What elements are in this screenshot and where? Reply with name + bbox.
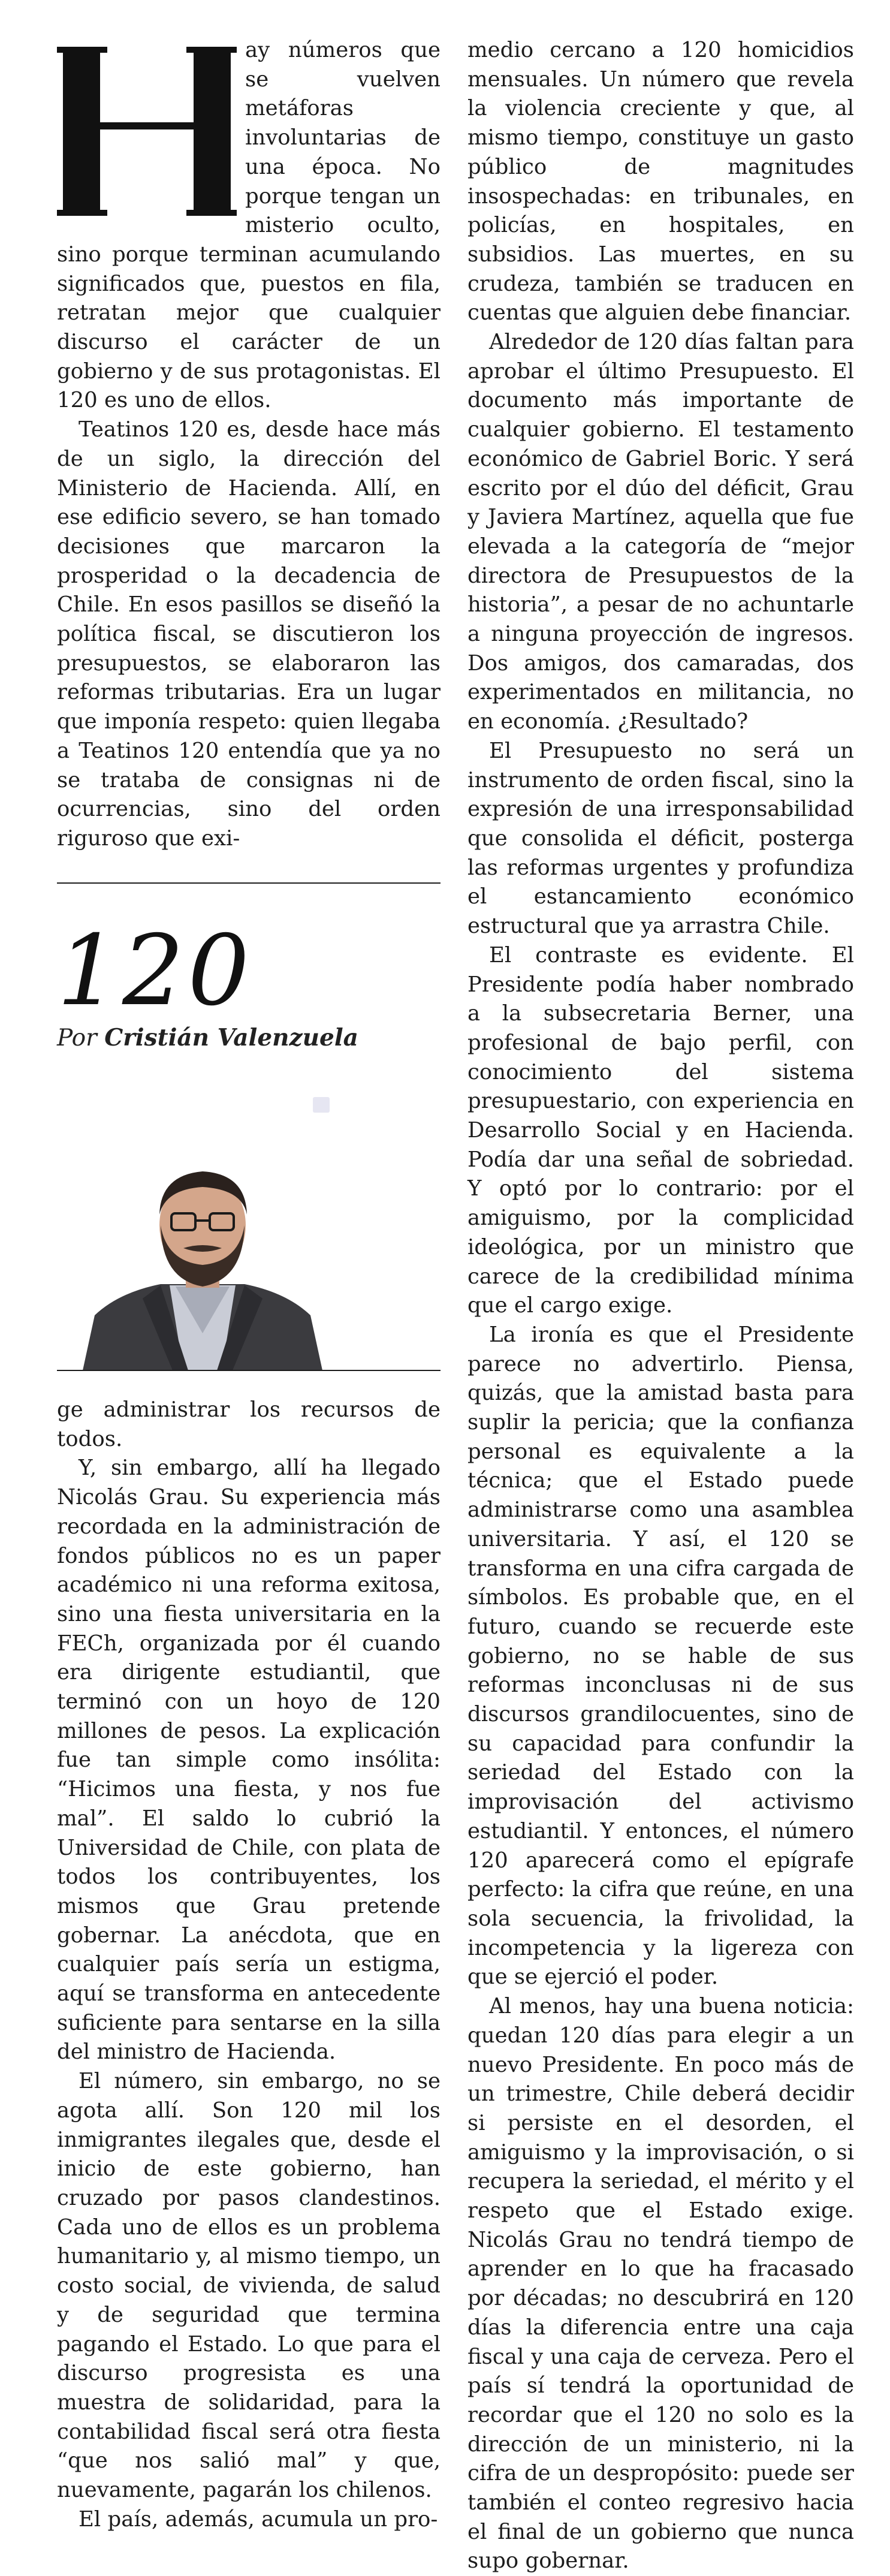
left-column-lower: [57, 1396, 441, 2534]
paragraph-homicidios-start: El país, además, acumula un pro-: [79, 2506, 438, 2532]
article-headline: 120: [57, 914, 254, 1028]
photo-credit-marker-icon: [313, 1097, 330, 1113]
paragraph-contraste: El contraste es evidente. El Presidente podía haber nombrado a la subsecretaria Berner, una profesional de bajo perfil, con conocimiento del sistema presupuestario, con experiencia en Desarrollo Social y en Hacienda. Podía dar una señal de sobriedad. Y optó por lo contrario: por el amiguismo, por la complicidad ideológica, por un ministro que carece de la credibilidad mínima que el cargo exige.: [467, 942, 854, 1318]
paragraph-teatinos: Teatinos 120 es, desde hace más de un siglo, la dirección del Ministerio de Hacienda. Allí, en ese edificio severo, se han tomado decisiones que marcaron la prosperidad o la decadencia de Chile. En esos pasillos se diseñó la política fiscal, se discutieron los presupuestos, se elaboraron las reformas tributarias. Era un lugar que imponía respeto: quien llegaba a Teatinos 120 entendía que ya no se trataba de consignas ni de ocurrencias, sino del orden riguroso que exi-: [57, 417, 441, 851]
byline: [57, 1024, 441, 1052]
paragraph-instrumento: El Presupuesto no será un instrumento de orden fiscal, sino la expresión de una irresponsabilidad que consolida el déficit, posterga las reformas urgentes y profundiza el estancamiento económico estructural que ya arrastra Chile.: [467, 738, 854, 939]
paragraph-homicidios: medio cercano a 120 homicidios mensuales. Un número que revela la violencia creciente y que, al mismo tiempo, constituye un gasto público de magnitudes insospechadas: en tribunales, en policías, en hospitales, en subsidios. Las muertes, en su crudeza, también se traducen en cuentas que alguien debe financiar.: [467, 38, 854, 326]
paragraph-presupuesto: Alrededor de 120 días faltan para aprobar el último Presupuesto. El documento más importante de cualquier gobierno. El testamento económico de Gabriel Boric. Y será escrito por el dúo del déficit, Grau y Javiera Martínez, aquella que fue elevada a la categoría de “mejor directora de Presupuestos de la historia”, a pesar de no achuntarle a ninguna proyección de ingresos. Dos amigos, dos camaradas, dos experimentados en militancia, no en economía. ¿Resultado?: [467, 330, 854, 734]
paragraph-ironia: La ironía es que el Presidente parece no advertirlo. Piensa, quizás, que la amistad basta para suplir la pericia; que la confianza personal es equivalente a la técnica; que el Estado puede administrarse como una asamblea universitaria. Y así, el 120 se transforma en una cifra cargada de símbolos. Es probable que, en el futuro, cuando se recuerde este gobierno, no se hable de sus reformas inconclusas ni de sus discursos grandilocuentes, sino de su capacidad para confundir la seriedad del Estado con la improvisación del activismo estudiantil. Y entonces, el número 120 aparecerá como el epígrafe perfecto: la cifra que reúne, en una sola secuencia, la frivolidad, la incompetencia y la ligereza con que se ejerció el poder.: [467, 1322, 854, 1990]
dropcap-H-icon: [57, 47, 237, 216]
lead-paragraph-block: [57, 36, 441, 415]
right-column: [467, 36, 854, 2576]
author-portrait-icon: [71, 1159, 334, 1370]
paragraph-buena-noticia: Al menos, hay una buena noticia: quedan 120 días para elegir a un nuevo Presidente. En poco más de un trimestre, Chile deberá decidir si persiste en el desorden, el amiguismo y la improvisación, o si recupera la seriedad, el mérito y el respeto que el Estado exige. Nicolás Grau no tendrá tiempo de aprender en lo que ha fracasado por décadas; no descubrirá en 120 días la diferencia entre una caja fiscal y una caja de cerveza. Pero el país sí tendrá la oportunidad de recordar que el 120 no solo es la dirección de un ministerio, ni la cifra de un despropósito: puede ser también el conteo regresivo hacia el final de un gobierno que nunca supo gobernar.: [467, 1994, 854, 2574]
headline-divider: [57, 882, 441, 884]
portrait-bottom-rule: [57, 1370, 441, 1371]
paragraph-inmigrantes: El número, sin embargo, no se agota allí. Son 120 mil los inmigrantes ilegales que, desde el inicio de este gobierno, han cruzado por pasos clandestinos. Cada uno de ellos es un problema humanitario y, al mismo tiempo, un costo social, de vivienda, de salud y de seguridad que termina pagando el Estado. Lo que para el discurso progresista es una muestra de solidaridad, para la contabilidad fiscal será otra fiesta “que nos salió mal” y que, nuevamente, pagarán los chilenos.: [57, 2069, 441, 2503]
paragraph-continuation: ge administrar los recursos de todos.: [57, 1397, 441, 1451]
left-column: [57, 36, 441, 1052]
byline-author: Cristián Valenzuela: [104, 1023, 358, 1052]
lead-paragraph: ay números que se vuelven metáforas involuntarias de una época. No porque tengan un misterio oculto, sino porque terminan acumulando significados que, puestos en fila, retratan mejor que cualquier discurso el carácter de un gobierno y de sus protagonistas. El 120 es uno de ellos.: [57, 38, 441, 413]
byline-prefix: Por: [57, 1024, 97, 1052]
paragraph-grau: Y, sin embargo, allí ha llegado Nicolás Grau. Su experiencia más recordada en la administración de fondos públicos no es un paper académico ni una reforma exitosa, sino una fiesta universitaria en la FECh, organizada por él cuando era dirigente estudiantil, que terminó con un hoyo de 120 millones de pesos. La explicación fue tan simple como insólita: “Hicimos una fiesta, y nos fue mal”. El saldo lo cubrió la Universidad de Chile, con plata de todos los contribuyentes, los mismos que Grau pretende gobernar. La anécdota, que en cualquier país sería un estigma, aquí se transforma en antecedente suficiente para sentarse en la silla del ministro de Hacienda.: [57, 1456, 441, 2065]
